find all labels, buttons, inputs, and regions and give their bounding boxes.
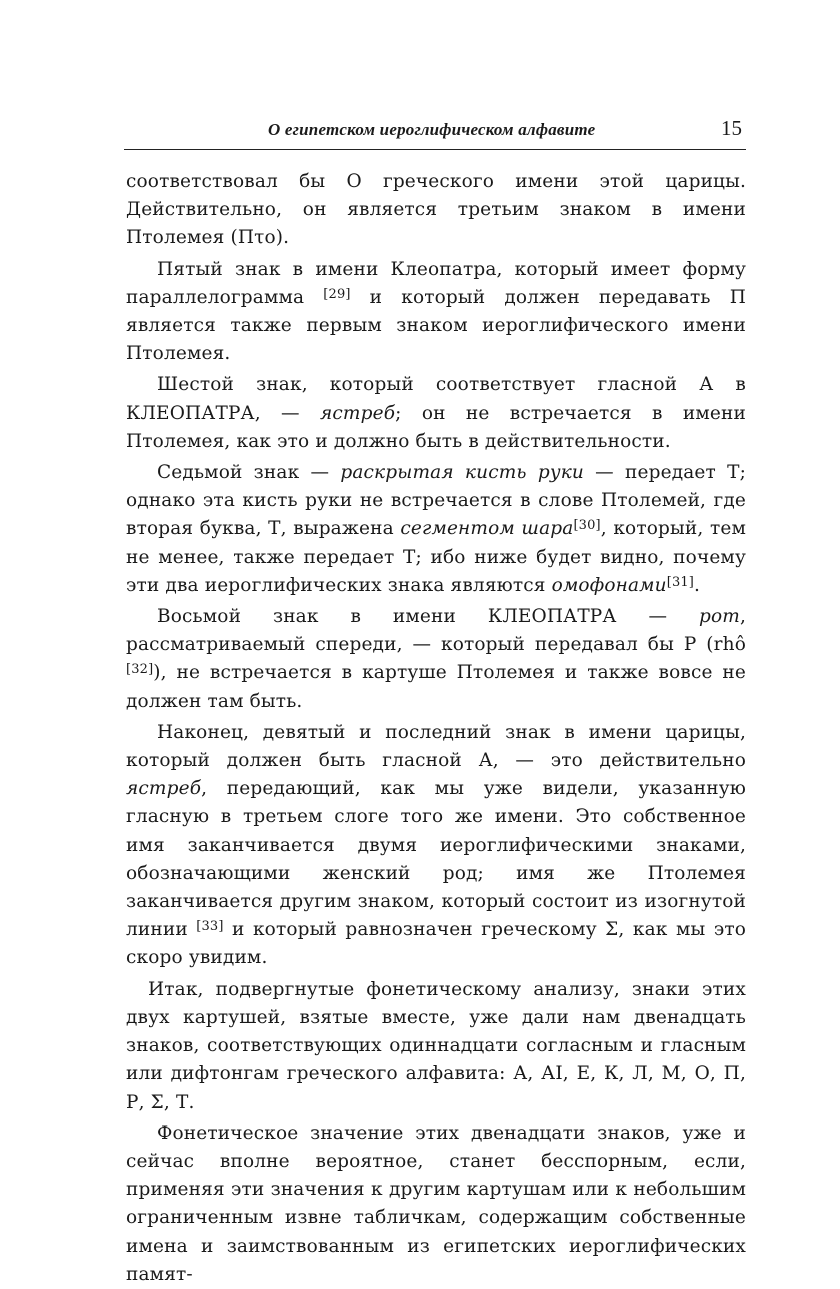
text-run: Итак, подвергнутые фонетическому анализу, знаки этих двух картушей, взятые вместе, уже дали нам двенадцать знаков, соответствующих одиннадцати согласным и гласным или дифтонгам греческого алфавита: А, АІ, Е, К, Л, М, О, П, Р, Σ, Т. xyxy=(126,978,746,1113)
paragraph xyxy=(126,976,746,1117)
text-run: Фонетическое значение этих двенадцати знаков, уже и сейчас вполне вероятное, станет бесспорным, если, применяя эти значения к другим картушам или к небольшим ограниченным извне табличкам, содержащим собственные имена и заимствованным из египетских иероглифических памят- xyxy=(126,1122,746,1285)
text-run: Шестой знак, который соответствует гласной А в КЛЕОПАТРА, — xyxy=(126,374,746,424)
paragraph xyxy=(126,256,746,369)
text-run: Пятый знак в имени Клеопатра, который имеет форму параллелограмма xyxy=(126,258,746,308)
text-run: и который равнозначен греческому Σ, как мы это скоро увидим. xyxy=(126,919,746,969)
text-run: Наконец, девятый и последний знак в имени царицы, который должен быть гласной А, — это действительно xyxy=(126,721,746,772)
italic-term: омофонами xyxy=(551,574,667,596)
paragraph xyxy=(126,459,746,600)
italic-term: ястреб xyxy=(126,778,202,800)
page-number: 15 xyxy=(721,116,742,140)
text-run: , передающий, как мы уже видели, указанную гласную в третьем слоге того же имени. Это собственное имя заканчивается двумя иероглифическими знаками, обозначающими женский род; имя же Птолемея заканчивается другим знаком, который состоит из изогнутой линии xyxy=(126,778,746,941)
paragraph xyxy=(126,371,746,456)
italic-term: рот xyxy=(698,606,740,628)
text-run: ), не встречается в картуше Птолемея и также вовсе не должен там быть. xyxy=(126,662,746,712)
running-title: О египетском иероглифическом алфавите xyxy=(268,120,596,139)
footnote-ref: [32] xyxy=(126,662,154,678)
footnote-ref: [29] xyxy=(323,286,351,302)
italic-term: раскрытая кисть руки xyxy=(340,462,584,484)
footnote-ref: [30] xyxy=(573,518,601,534)
text-run: , который, тем не менее, также передает Т; ибо ниже будет видно, почему эти два иероглифических знака являются xyxy=(126,518,746,596)
text-run: Восьмой знак в имени КЛЕОПАТРА — xyxy=(157,606,699,628)
paragraph xyxy=(126,603,746,716)
footnote-ref: [31] xyxy=(666,574,695,590)
footnote-ref: [33] xyxy=(196,919,224,935)
text-run: Седьмой знак — xyxy=(157,462,341,484)
text-run: и который должен передавать П является также первым знаком иероглифического имени Птолемея. xyxy=(126,286,747,365)
text-run: ; он не встречается в имени Птолемея, как это и должно быть в действительности. xyxy=(126,402,746,452)
paragraph xyxy=(126,1120,746,1289)
paragraph xyxy=(126,719,746,973)
paragraph xyxy=(126,168,746,253)
italic-term: ястреб xyxy=(320,402,396,424)
header-rule xyxy=(124,149,746,150)
text-run: соответствовал бы О греческого имени этой царицы. Действительно, он является третьим знаком в имени Птолемея (Пτo). xyxy=(126,171,746,249)
text-run: — передает Т; однако эта кисть руки не встречается в слове Птолемей, где вторая буква, Т, выражена xyxy=(126,462,746,540)
text-run: , рассматриваемый спереди, — который передавал бы Р (rhô xyxy=(126,606,746,656)
running-header xyxy=(126,116,744,144)
italic-term: сегментом шара xyxy=(400,518,574,540)
body-text xyxy=(126,168,746,1289)
text-run: . xyxy=(694,574,701,596)
